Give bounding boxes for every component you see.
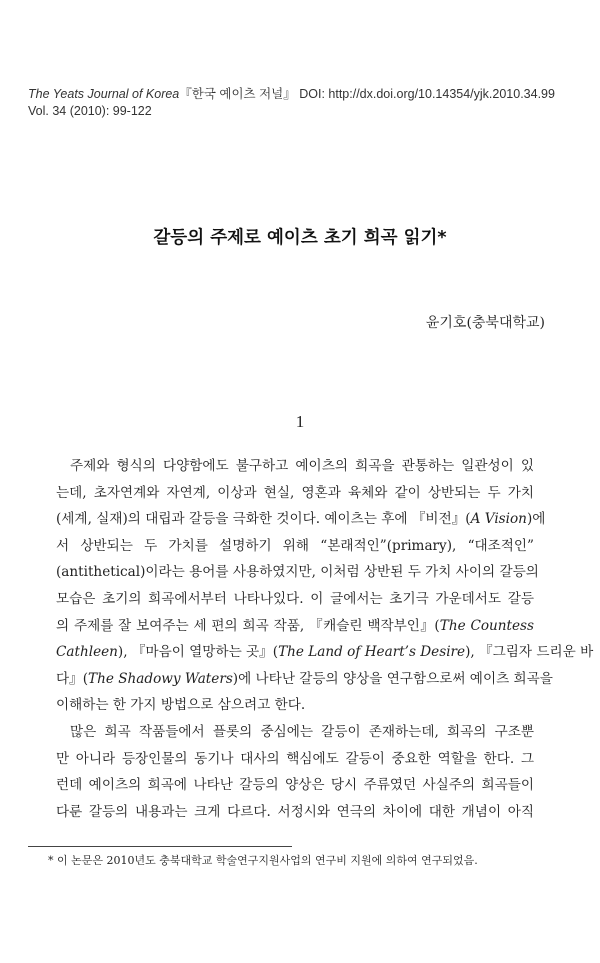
journal-citation-line	[28, 86, 588, 103]
journal-title-en: The Yeats Journal of Korea	[28, 87, 180, 101]
work-title-heart-desire: The Land of Heart’s Desire	[278, 644, 466, 661]
author-affiliation: 윤기호(충북대학교)	[425, 315, 545, 331]
work-title-cathleen: Cathleen	[56, 644, 118, 661]
body-text: )에	[526, 511, 546, 528]
paragraph-2	[56, 719, 534, 825]
body-text: ), 『마음이 열망하는 곳』(	[117, 644, 279, 661]
body-text: 다』(	[56, 670, 89, 687]
footnote-divider	[28, 846, 292, 847]
body-line: (antithetical)이라는 용어를 사용하였지만, 이처럼 상반된 두 가치 사이의 갈등의	[56, 564, 539, 581]
work-title-countess: The Countess	[439, 617, 534, 634]
article-title: 갈등의 주제로 예이츠 초기 희곡 읽기*	[153, 228, 447, 248]
body-text: 의 주제를 잘 보여주는 세 편의 희곡 작품, 『캐슬린 백작부인』(	[56, 617, 440, 634]
footnote: * 이 논문은 2010년도 충북대학교 학술연구지원사업의 연구비 지원에 의하여 연구되었음.	[48, 854, 478, 867]
doi-link[interactable]: DOI: http://dx.doi.org/10.14354/yjk.2010.34.99	[299, 87, 555, 101]
body-line: 는데, 초자연계와 자연계, 이상과 현실, 영혼과 육체와 같이 상반되는 두 가치	[56, 484, 534, 501]
volume-info: Vol. 34 (2010): 99-122	[28, 104, 152, 118]
body-text: ), 『그림자 드리운 바	[465, 644, 594, 661]
body-line: 많은 희곡 작품들에서 플롯의 중심에는 갈등이 존재하는데, 희곡의 구조뿐	[70, 723, 534, 740]
article-body	[56, 453, 594, 825]
section-number: 1	[295, 412, 305, 431]
journal-title-ko: 『한국 예이츠 저널』	[179, 87, 296, 101]
body-line: 이해하는 한 가지 방법으로 삼으려고 한다.	[56, 697, 306, 714]
body-line: 서 상반되는 두 가치를 설명하기 위해 “본래적인”(primary), “대조적인”	[56, 537, 534, 554]
body-line: 주제와 형식의 다양함에도 불구하고 예이츠의 희곡을 관통하는 일관성이 있	[70, 458, 534, 474]
body-line	[56, 506, 546, 533]
work-title-shadowy-waters: The Shadowy Waters	[88, 670, 233, 687]
body-line	[56, 613, 534, 640]
paragraph-1	[56, 453, 594, 719]
journal-header	[28, 86, 588, 120]
body-line: 런데 예이츠의 희곡에 나타난 갈등의 양상은 당시 주류였던 사실주의 희곡들이	[56, 777, 534, 794]
body-line: 다룬 갈등의 내용과는 크게 다르다. 서정시와 연극의 차이에 대한 개념이 아직	[56, 803, 534, 820]
body-text: )에 나타난 갈등의 양상을 연구함으로써 예이츠 희곡을	[232, 670, 553, 687]
body-line	[56, 666, 553, 693]
body-line	[56, 639, 594, 666]
work-title-a-vision: A Vision	[470, 511, 527, 528]
body-line: 만 아니라 등장인물의 동기나 대사의 핵심에도 갈등이 중요한 역할을 한다. 그	[56, 750, 534, 767]
body-text: (세계, 실재)의 대립과 갈등을 극화한 것이다. 예이츠는 후에 『비전』(	[56, 511, 471, 528]
body-line: 모습은 초기의 희곡에서부터 나타나있다. 이 글에서는 초기극 가운데서도 갈등	[56, 590, 534, 607]
